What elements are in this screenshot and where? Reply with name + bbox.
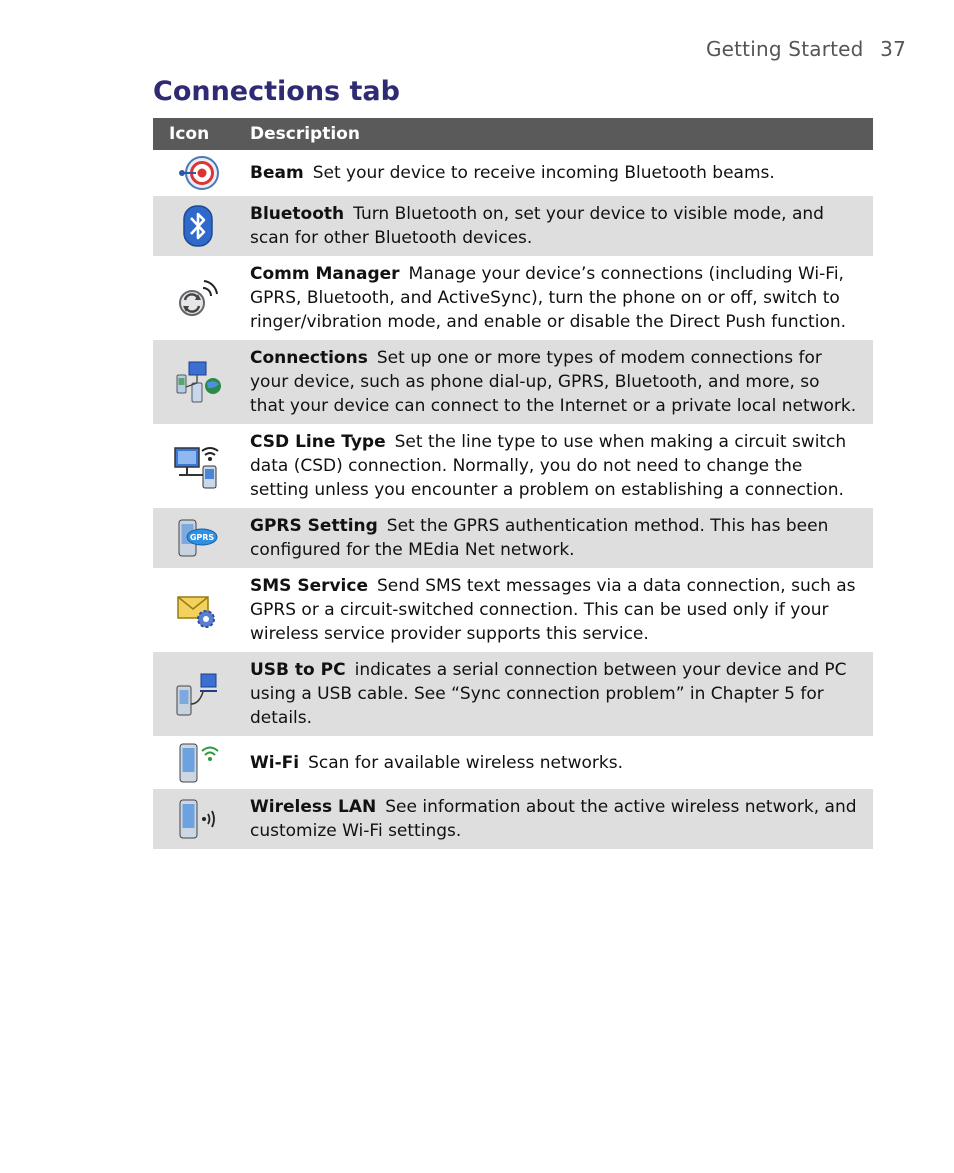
usb-to-pc-icon <box>173 670 223 718</box>
description-wi-fi: Scan for available wireless networks. <box>308 752 624 773</box>
term-beam: Beam <box>250 163 304 183</box>
running-header-section: Getting Started <box>705 37 864 61</box>
table-row-sms-service <box>153 568 873 652</box>
table-header-row <box>153 118 873 150</box>
table-row-comm-manager <box>153 256 873 340</box>
term-usb-to-pc: USB to PC <box>250 660 346 680</box>
page-number: 37 <box>880 37 906 61</box>
bluetooth-icon <box>182 205 214 247</box>
description-beam: Set your device to receive incoming Bluetooth beams. <box>312 163 775 183</box>
term-gprs-setting: GPRS Setting <box>250 516 378 536</box>
table-row-beam <box>153 150 873 196</box>
comm-manager-icon <box>175 276 221 320</box>
description-wireless-lan: See information about the active wireless network, and customize Wi-Fi settings. <box>250 797 857 841</box>
table-row-bluetooth <box>153 196 873 256</box>
wireless-lan-icon <box>175 797 221 841</box>
connections-network-icon <box>173 359 223 405</box>
term-connections: Connections <box>250 348 368 368</box>
description-usb-to-pc: indicates a serial connection between your device and PC using a USB cable. See “Sync connection problem” in Chapter 5 for details. <box>250 660 847 728</box>
term-bluetooth: Bluetooth <box>250 204 345 224</box>
term-comm-manager: Comm Manager <box>250 264 400 284</box>
table-row-wi-fi <box>153 736 873 789</box>
column-header-icon: Icon <box>153 118 250 150</box>
table-row-gprs-setting <box>153 508 873 568</box>
term-sms-service: SMS Service <box>250 576 368 596</box>
section-title: Connections tab <box>153 76 400 107</box>
description-bluetooth: Turn Bluetooth on, set your device to visible mode, and scan for other Bluetooth devices. <box>250 204 824 248</box>
term-wi-fi: Wi-Fi <box>250 752 300 773</box>
table-row-usb-to-pc <box>153 652 873 736</box>
connections-table <box>153 118 873 849</box>
term-csd-line-type: CSD Line Type <box>250 432 386 452</box>
table-row-csd-line-type <box>153 424 873 508</box>
running-header <box>706 37 906 61</box>
sms-service-icon <box>175 590 221 630</box>
description-comm-manager: Manage your device’s connections (including Wi-Fi, GPRS, Bluetooth, and ActiveSync), turn the phone on or off, switch to ringer/vibration mode, and enable or disable the Direct Push function. <box>250 264 847 332</box>
csd-line-type-icon <box>173 442 223 490</box>
description-connections: Set up one or more types of modem connections for your device, such as phone dial-up, GPRS, Bluetooth, and more, so that your device can connect to the Internet or a private local network. <box>250 348 857 416</box>
table-row-wireless-lan <box>153 789 873 849</box>
description-sms-service: Send SMS text messages via a data connection, such as GPRS or a circuit-switched connection. This can be used only if your wireless service provider supports this service. <box>250 576 856 644</box>
description-csd-line-type: Set the line type to use when making a circuit switch data (CSD) connection. Normally, you do not need to change the setting unless you encounter a problem on establishing a connection. <box>250 432 847 500</box>
gprs-badge-label: GPRS <box>189 533 214 542</box>
term-wireless-lan: Wireless LAN <box>250 797 377 817</box>
column-header-description: Description <box>250 118 873 150</box>
table-row-connections <box>153 340 873 424</box>
wifi-phone-icon <box>175 741 221 785</box>
gprs-setting-icon <box>175 517 221 559</box>
beam-target-icon <box>176 153 220 193</box>
description-gprs-setting: Set the GPRS authentication method. This has been configured for the MEdia Net network. <box>250 516 829 560</box>
